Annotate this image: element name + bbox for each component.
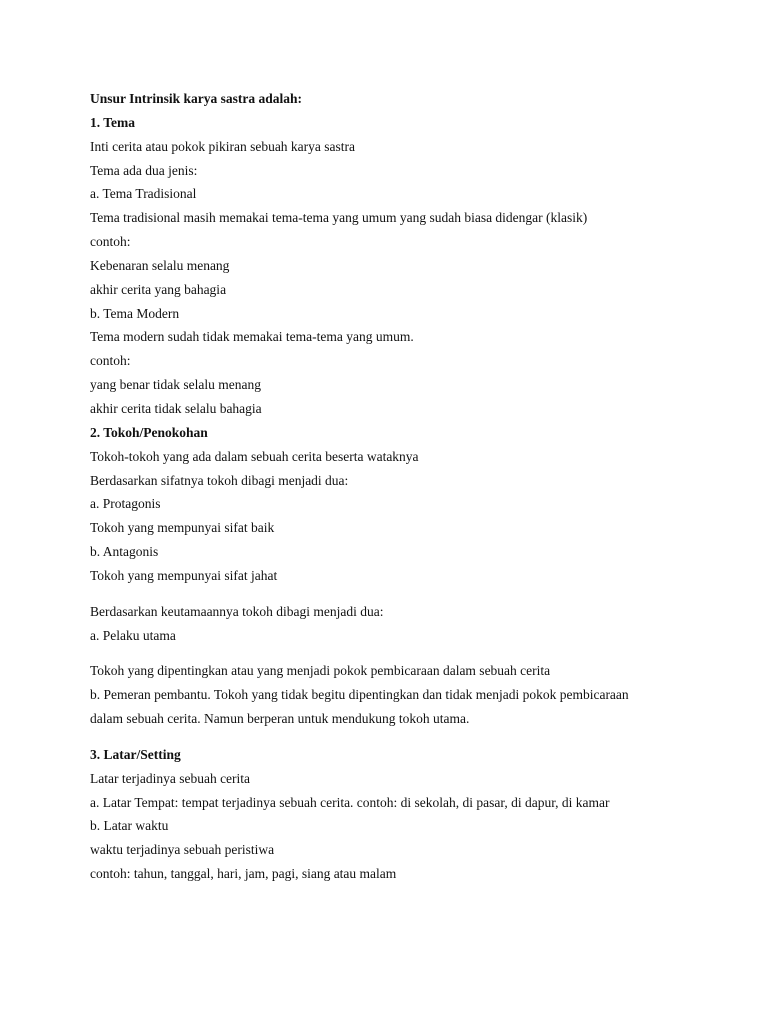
- document-body: [90, 87, 730, 886]
- section-heading: 3. Latar/Setting: [90, 746, 181, 762]
- text-line: Tema ada dua jenis:: [90, 162, 198, 178]
- paragraph-gap: [90, 731, 730, 743]
- text-line: contoh:: [90, 234, 131, 250]
- section-heading: Unsur Intrinsik karya sastra adalah:: [90, 91, 303, 106]
- text-line: Tokoh-tokoh yang ada dalam sebuah cerita beserta wataknya: [90, 448, 419, 464]
- text-line: Tema tradisional masih memakai tema-tema yang umum yang sudah biasa didengar (klasik): [90, 210, 588, 226]
- text-line: contoh:: [90, 353, 131, 369]
- text-line: dalam sebuah cerita. Namun berperan untuk mendukung tokoh utama.: [90, 711, 470, 727]
- paragraph-gap: [90, 588, 730, 600]
- text-line: Tokoh yang dipentingkan atau yang menjadi pokok pembicaraan dalam sebuah cerita: [90, 663, 551, 679]
- text-line: Latar terjadinya sebuah cerita: [90, 770, 251, 786]
- text-line: yang benar tidak selalu menang: [90, 377, 261, 393]
- text-line: waktu terjadinya sebuah peristiwa: [90, 842, 275, 858]
- text-line: akhir cerita tidak selalu bahagia: [90, 400, 262, 416]
- text-line: Tokoh yang mempunyai sifat jahat: [90, 567, 278, 583]
- text-line: b. Latar waktu: [90, 818, 169, 834]
- text-line: b. Pemeran pembantu. Tokoh yang tidak begitu dipentingkan dan tidak menjadi pokok pembicaraan: [90, 687, 629, 703]
- text-line: akhir cerita yang bahagia: [90, 281, 227, 297]
- text-line: Kebenaran selalu menang: [90, 257, 230, 273]
- text-line: a. Protagonis: [90, 496, 161, 512]
- section-heading: 1. Tema: [90, 114, 136, 130]
- paragraph-gap: [90, 647, 730, 659]
- text-line: Berdasarkan keutamaannya tokoh dibagi menjadi dua:: [90, 603, 384, 619]
- text-line: Inti cerita atau pokok pikiran sebuah karya sastra: [90, 138, 356, 154]
- text-line: a. Latar Tempat: tempat terjadinya sebuah cerita. contoh: di sekolah, di pasar, di dapur, di kamar: [90, 794, 610, 810]
- text-line: Tokoh yang mempunyai sifat baik: [90, 520, 275, 536]
- text-line: Tema modern sudah tidak memakai tema-tema yang umum.: [90, 329, 414, 345]
- text-line: b. Tema Modern: [90, 305, 180, 321]
- text-line: Berdasarkan sifatnya tokoh dibagi menjadi dua:: [90, 472, 349, 488]
- text-line: b. Antagonis: [90, 544, 159, 560]
- section-heading: 2. Tokoh/Penokohan: [90, 424, 208, 440]
- text-line: a. Pelaku utama: [90, 627, 176, 643]
- text-line: contoh: tahun, tanggal, hari, jam, pagi, siang atau malam: [90, 866, 397, 882]
- text-line: a. Tema Tradisional: [90, 186, 197, 202]
